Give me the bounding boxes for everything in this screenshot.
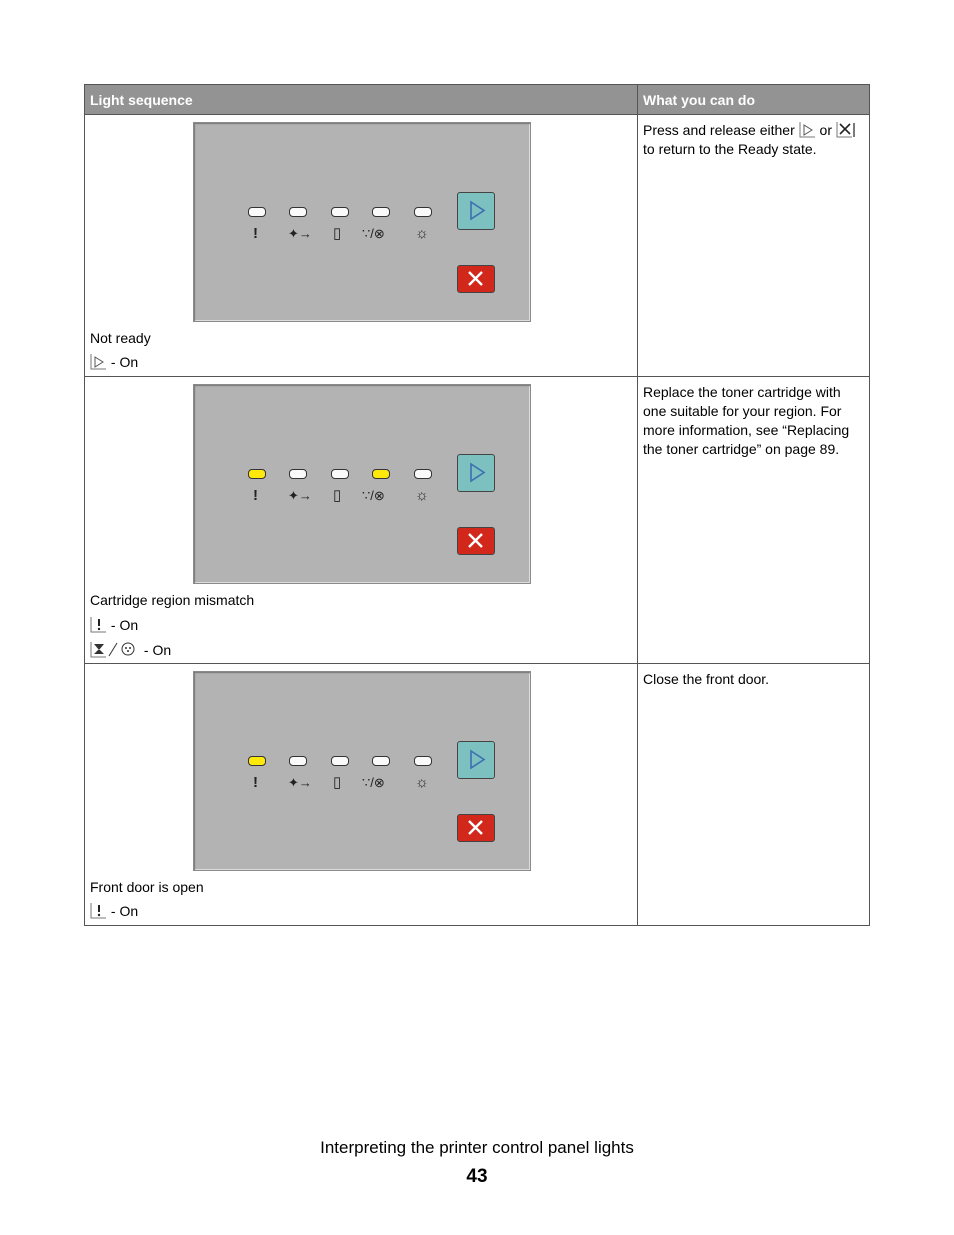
error-icon: [90, 616, 107, 633]
control-panel-image: [193, 122, 531, 322]
load-paper-symbol: ▯: [333, 225, 342, 242]
light-sequence-table: [84, 84, 870, 926]
stop-button-image: [457, 527, 495, 555]
continue-button-image: [457, 741, 495, 779]
ready-symbol: ☼: [415, 225, 429, 242]
header-light-sequence: Light sequence: [85, 85, 638, 114]
toner-symbol: ∵/⊗: [362, 775, 385, 790]
control-panel-image: [193, 671, 531, 871]
action-cell: Press and release either or to return to the Ready state.: [638, 115, 869, 376]
status-label: Not ready: [90, 330, 151, 346]
paper-jam-light: [289, 207, 307, 217]
continue-icon: [458, 455, 493, 490]
load-paper-symbol: ▯: [333, 487, 342, 504]
error-symbol: !: [253, 774, 258, 791]
table-row: [85, 114, 869, 376]
continue-button-image: [457, 192, 495, 230]
action-cell: Replace the toner cartridge with one suitable for your region. For more information, see “Replacing the toner cartridge” on page 89.: [643, 384, 850, 457]
status-label: Front door is open: [90, 879, 204, 895]
load-paper-light: [331, 469, 349, 479]
indicator-line: - On: [90, 641, 171, 660]
stop-icon: [836, 121, 856, 138]
paper-jam-light: [289, 469, 307, 479]
stop-icon: [458, 815, 493, 840]
error-light: [248, 756, 266, 766]
error-light: [248, 469, 266, 479]
table-row: [85, 663, 869, 925]
light-sequence-cell: [85, 115, 638, 376]
error-icon: [90, 902, 107, 919]
error-symbol: !: [253, 225, 258, 242]
load-paper-light: [331, 756, 349, 766]
ready-symbol: ☼: [415, 774, 429, 791]
control-panel-image: [193, 384, 531, 584]
toner-light: [372, 207, 390, 217]
indicator-line: - On: [90, 353, 138, 372]
paper-jam-symbol: ✦→: [288, 488, 312, 503]
table-row: [85, 376, 869, 663]
stop-button-image: [457, 265, 495, 293]
paper-jam-light: [289, 756, 307, 766]
header-what-you-can-do: What you can do: [643, 92, 755, 108]
continue-icon: [799, 121, 816, 138]
ready-light: [414, 469, 432, 479]
load-paper-symbol: ▯: [333, 774, 342, 791]
indicator-line: - On: [90, 902, 138, 921]
toner-icon: [90, 641, 140, 658]
continue-icon: [458, 193, 493, 228]
toner-light: [372, 469, 390, 479]
continue-icon: [90, 353, 107, 370]
continue-icon: [458, 742, 493, 777]
toner-symbol: ∵/⊗: [362, 226, 385, 241]
table-header: [85, 85, 869, 114]
toner-symbol: ∵/⊗: [362, 488, 385, 503]
stop-icon: [458, 266, 493, 291]
page-number: 43: [466, 1166, 488, 1187]
ready-symbol: ☼: [415, 487, 429, 504]
error-symbol: !: [253, 487, 258, 504]
paper-jam-symbol: ✦→: [288, 226, 312, 241]
toner-light: [372, 756, 390, 766]
ready-light: [414, 207, 432, 217]
load-paper-light: [331, 207, 349, 217]
footer-title: Interpreting the printer control panel lights: [320, 1138, 634, 1157]
indicator-line: - On: [90, 616, 138, 635]
stop-icon: [458, 528, 493, 553]
ready-light: [414, 756, 432, 766]
light-sequence-cell: [85, 664, 638, 925]
light-sequence-cell: [85, 377, 638, 663]
action-cell: Close the front door.: [643, 671, 770, 687]
status-label: Cartridge region mismatch: [90, 592, 255, 608]
continue-button-image: [457, 454, 495, 492]
stop-button-image: [457, 814, 495, 842]
error-light: [248, 207, 266, 217]
paper-jam-symbol: ✦→: [288, 775, 312, 790]
